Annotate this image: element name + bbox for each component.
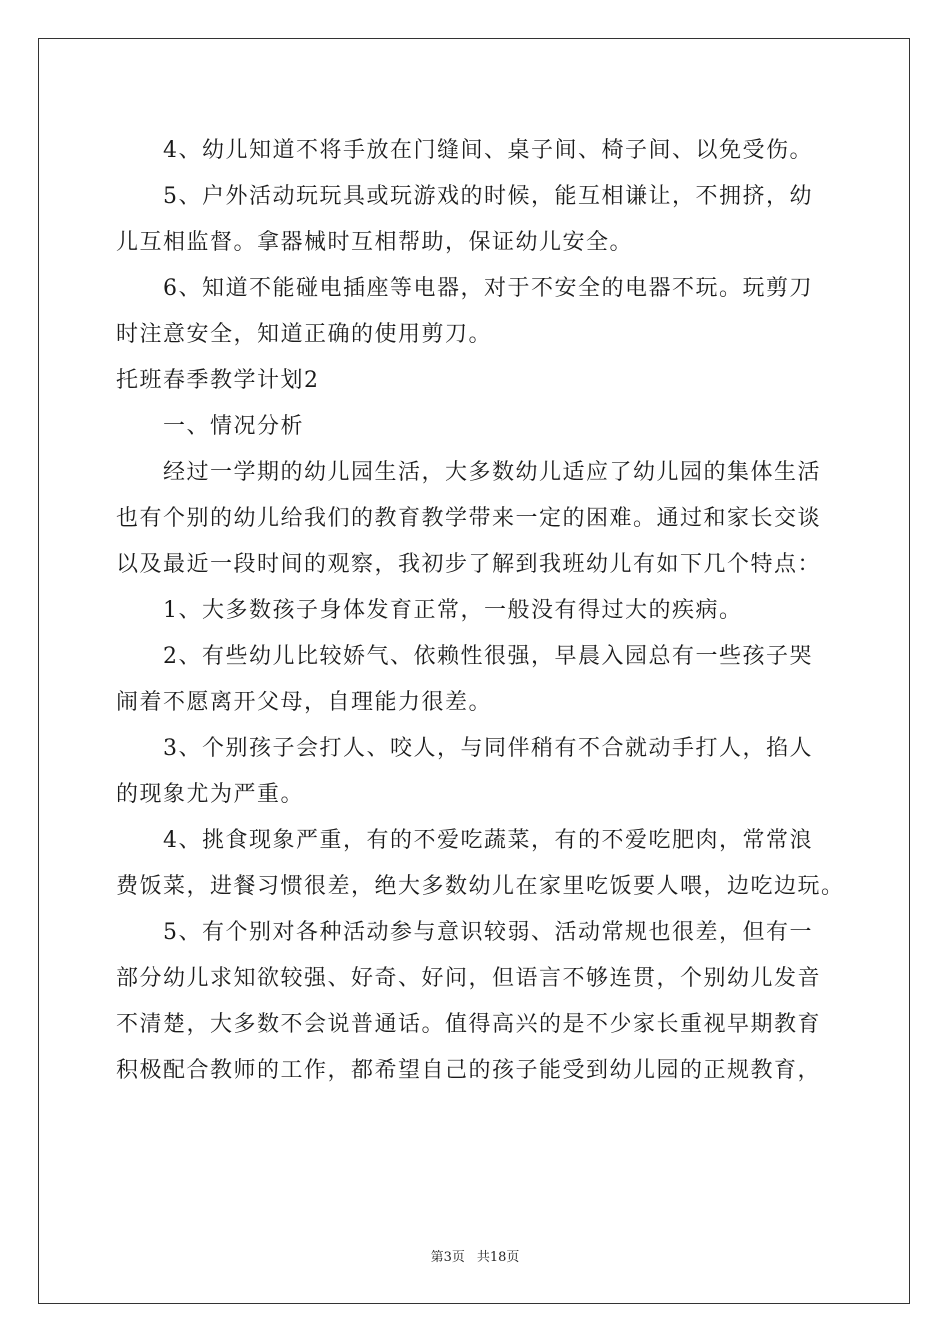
text-line: 部分幼儿求知欲较强、好奇、好问，但语言不够连贯，个别幼儿发音 xyxy=(116,966,822,991)
text-line: 6、知道不能碰电插座等电器，对于不安全的电器不玩。玩剪刀 xyxy=(116,276,813,301)
text-line: 费饭菜，进餐习惯很差，绝大多数幼儿在家里吃饭要人喂，边吃边玩。 xyxy=(116,874,845,899)
text-line: 儿互相监督。拿器械时互相帮助，保证幼儿安全。 xyxy=(116,230,634,255)
text-line: 以及最近一段时间的观察，我初步了解到我班幼儿有如下几个特点： xyxy=(116,552,822,577)
text-line: 经过一学期的幼儿园生活，大多数幼儿适应了幼儿园的集体生活 xyxy=(116,460,822,485)
text-line: 的现象尤为严重。 xyxy=(116,782,305,807)
page-total: 共18页 xyxy=(476,1250,520,1265)
text-line: 3、个别孩子会打人、咬人，与同伴稍有不合就动手打人，掐人 xyxy=(116,736,813,761)
text-line: 2、有些幼儿比较娇气、依赖性很强，早晨入园总有一些孩子哭 xyxy=(116,644,813,669)
text-line: 时注意安全，知道正确的使用剪刀。 xyxy=(116,322,493,347)
page-number: 第3页 xyxy=(430,1250,465,1265)
text-line: 4、挑食现象严重，有的不爱吃蔬菜，有的不爱吃肥肉，常常浪 xyxy=(116,828,813,853)
text-line: 5、有个别对各种活动参与意识较弱、活动常规也很差，但有一 xyxy=(116,920,813,945)
document-body xyxy=(116,128,845,1094)
section-heading: 一、情况分析 xyxy=(116,414,305,439)
text-line: 积极配合教师的工作，都希望自己的孩子能受到幼儿园的正规教育， xyxy=(116,1058,822,1083)
text-line: 1、大多数孩子身体发育正常，一般没有得过大的疾病。 xyxy=(116,598,743,623)
text-line: 闹着不愿离开父母，自理能力很差。 xyxy=(116,690,493,715)
text-line: 4、幼儿知道不将手放在门缝间、桌子间、椅子间、以免受伤。 xyxy=(116,138,813,163)
text-line: 也有个别的幼儿给我们的教育教学带来一定的困难。通过和家长交谈 xyxy=(116,506,822,531)
section-title: 托班春季教学计划2 xyxy=(116,368,320,393)
page-footer xyxy=(0,1246,950,1265)
text-line: 不清楚，大多数不会说普通话。值得高兴的是不少家长重视早期教育 xyxy=(116,1012,822,1037)
text-line: 5、户外活动玩玩具或玩游戏的时候，能互相谦让，不拥挤，幼 xyxy=(116,184,813,209)
